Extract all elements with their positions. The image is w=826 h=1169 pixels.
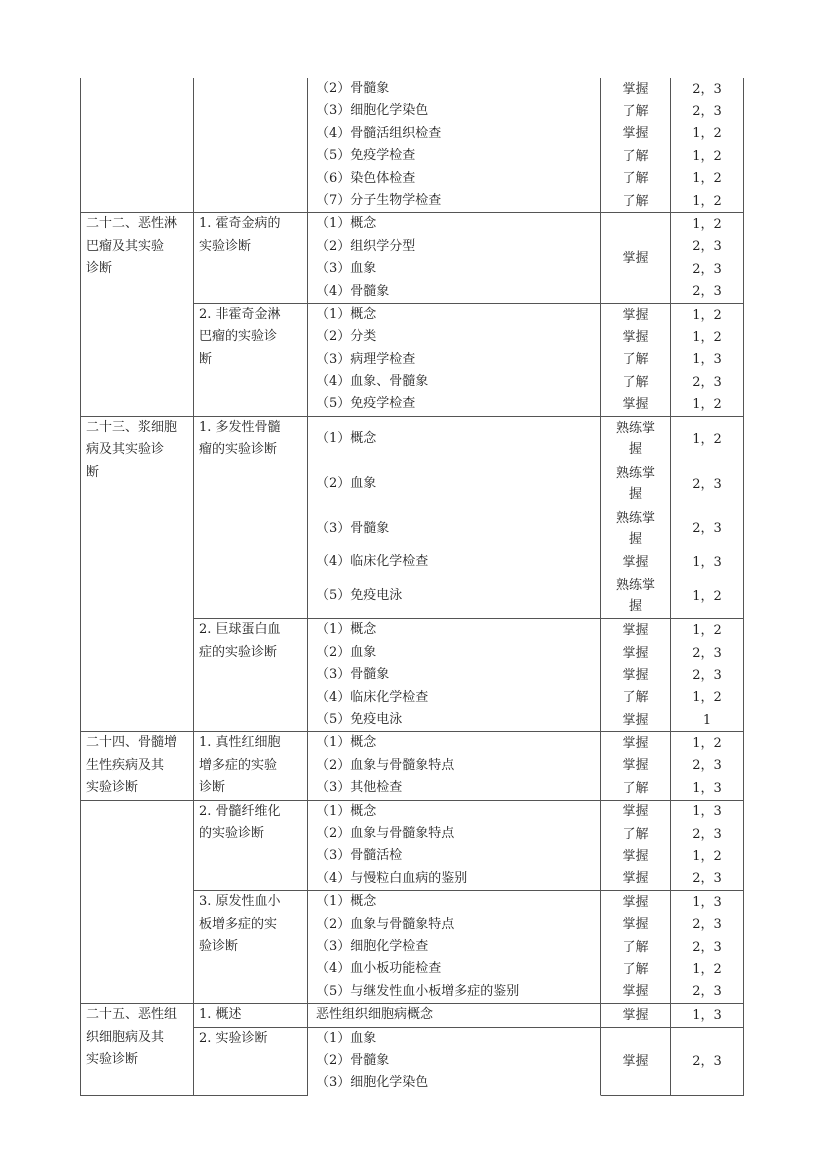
level-value: 掌握 bbox=[622, 917, 649, 933]
requirement-column bbox=[671, 732, 744, 800]
content-column bbox=[308, 619, 601, 732]
requirement-value: 2，3 bbox=[692, 917, 722, 933]
content-column bbox=[308, 732, 601, 800]
level-value: 掌握 bbox=[622, 307, 649, 323]
level-value: 掌握 bbox=[622, 984, 649, 1000]
content-item: （3）血象 bbox=[316, 261, 377, 277]
content-column bbox=[308, 304, 601, 417]
topic-list bbox=[194, 1004, 744, 1096]
content-item: （3）细胞化学染色 bbox=[316, 103, 429, 119]
level-value: 了解 bbox=[622, 826, 649, 842]
requirement-column bbox=[671, 417, 744, 620]
content-item: （3）细胞化学检查 bbox=[316, 938, 429, 954]
requirement-value: 1，2 bbox=[692, 849, 722, 865]
content-column bbox=[308, 1028, 601, 1096]
content-item: （2）骨髓象 bbox=[316, 81, 390, 96]
requirement-value: 2，3 bbox=[692, 239, 722, 255]
content-item: （6）染色体检查 bbox=[316, 170, 416, 186]
topic-list bbox=[194, 213, 744, 417]
level-value: 熟练掌握 bbox=[615, 578, 655, 615]
topic-list bbox=[194, 801, 744, 1005]
content-item: （5）免疫学检查 bbox=[316, 148, 416, 164]
content-item: （5）与继发性血小板增多症的鉴别 bbox=[316, 983, 520, 999]
content-item: （4）骨髓活组织检查 bbox=[316, 125, 442, 141]
content-item: （3）骨髓象 bbox=[316, 667, 390, 683]
level-value: 掌握 bbox=[622, 623, 649, 639]
content-item: （2）血象 bbox=[316, 475, 377, 491]
level-value: 掌握 bbox=[622, 871, 649, 887]
topic-title: 1. 霍奇金病的 实验诊断 bbox=[194, 213, 308, 304]
requirement-value: 1，2 bbox=[692, 431, 722, 447]
requirement-column bbox=[671, 304, 744, 417]
requirement-column bbox=[671, 1004, 744, 1027]
requirement-value: 1，2 bbox=[692, 588, 722, 604]
level-value: 了解 bbox=[622, 939, 649, 955]
topic-title: 2. 非霍奇金淋 巴瘤的实验诊 断 bbox=[194, 304, 308, 417]
chapter-row bbox=[81, 801, 744, 1005]
topic-title: 3. 原发性血小 板增多症的实 验诊断 bbox=[194, 891, 308, 1004]
level-value: 掌握 bbox=[622, 329, 649, 345]
topic-title bbox=[194, 78, 308, 213]
level-value: 熟练掌握 bbox=[615, 510, 655, 547]
content-item: （1）概念 bbox=[316, 735, 377, 751]
requirement-value: 2，3 bbox=[692, 826, 722, 842]
level-column bbox=[601, 417, 671, 620]
level-column bbox=[601, 619, 671, 732]
requirement-value: 1，2 bbox=[692, 217, 722, 233]
syllabus-table bbox=[80, 78, 744, 1096]
level-value: 掌握 bbox=[622, 250, 649, 266]
requirement-value: 2，3 bbox=[692, 261, 722, 277]
chapter-title: 二十二、恶性淋 巴瘤及其实验 诊断 bbox=[81, 213, 194, 417]
content-item: （1）概念 bbox=[316, 306, 377, 322]
requirement-value: 1 bbox=[702, 712, 712, 728]
content-column bbox=[308, 801, 601, 892]
topic-row bbox=[194, 732, 744, 800]
requirement-value: 2，3 bbox=[692, 1053, 722, 1069]
level-value: 掌握 bbox=[622, 667, 649, 683]
level-column bbox=[601, 213, 671, 304]
topic-row bbox=[194, 1004, 744, 1027]
requirement-value: 1，2 bbox=[692, 736, 722, 752]
chapter-title: 二十三、浆细胞 病及其实验诊 断 bbox=[81, 417, 194, 733]
level-value: 了解 bbox=[622, 962, 649, 978]
level-value: 了解 bbox=[622, 780, 649, 796]
content-item: （5）免疫电泳 bbox=[316, 587, 403, 603]
requirement-value: 1，2 bbox=[692, 126, 722, 142]
level-value: 掌握 bbox=[622, 645, 649, 661]
content-item: （4）血象、骨髓象 bbox=[316, 374, 429, 390]
content-item: （4）临床化学检查 bbox=[316, 554, 429, 570]
requirement-value: 2，3 bbox=[692, 645, 722, 661]
topic-title: 1. 概述 bbox=[194, 1004, 308, 1027]
requirement-column bbox=[671, 801, 744, 892]
content-item: （5）免疫电泳 bbox=[316, 712, 403, 727]
level-value: 了解 bbox=[622, 193, 649, 209]
content-item: （2）组织学分型 bbox=[316, 238, 416, 254]
level-column bbox=[601, 1004, 671, 1027]
level-value: 了解 bbox=[622, 690, 649, 706]
chapter-title: 二十四、骨髓增 生性疾病及其 实验诊断 bbox=[81, 732, 194, 800]
topic-row bbox=[194, 801, 744, 892]
topic-row bbox=[194, 891, 744, 1004]
requirement-value: 2，3 bbox=[692, 871, 722, 887]
content-item: （1）概念 bbox=[316, 894, 377, 910]
level-value: 了解 bbox=[622, 171, 649, 187]
content-column bbox=[308, 417, 601, 620]
topic-list bbox=[194, 78, 744, 213]
content-column bbox=[308, 1004, 601, 1027]
requirement-value: 1，3 bbox=[692, 780, 722, 796]
requirement-column bbox=[671, 78, 744, 213]
content-item: （2）血象 bbox=[316, 644, 377, 660]
chapter-row bbox=[81, 732, 744, 800]
content-item: （2）分类 bbox=[316, 329, 377, 345]
requirement-value: 2，3 bbox=[692, 284, 722, 300]
content-item: （2）血象与骨髓象特点 bbox=[316, 826, 455, 841]
chapter-title bbox=[81, 78, 194, 213]
requirement-value: 1，2 bbox=[692, 397, 722, 413]
topic-title: 2. 实验诊断 bbox=[194, 1028, 308, 1096]
level-value: 掌握 bbox=[622, 126, 649, 142]
requirement-value: 1，2 bbox=[692, 962, 722, 978]
content-column bbox=[308, 891, 601, 1004]
topic-row bbox=[194, 619, 744, 732]
chapter-row bbox=[81, 417, 744, 733]
content-item: （1）概念 bbox=[316, 622, 377, 638]
level-value: 掌握 bbox=[622, 736, 649, 752]
level-value: 掌握 bbox=[622, 849, 649, 865]
chapter-row bbox=[81, 213, 744, 417]
content-item: 恶性组织细胞病概念 bbox=[316, 1007, 434, 1023]
content-item: （3）骨髓活检 bbox=[316, 848, 403, 864]
requirement-value: 2，3 bbox=[692, 758, 722, 774]
content-item: （4）骨髓象 bbox=[316, 283, 390, 299]
content-column bbox=[308, 213, 601, 304]
requirement-value: 2，3 bbox=[692, 939, 722, 955]
requirement-value: 1，2 bbox=[692, 329, 722, 345]
content-item: （1）概念 bbox=[316, 216, 377, 232]
requirement-column bbox=[671, 1028, 744, 1096]
chapter-title: 二十五、恶性组 织细胞病及其 实验诊断 bbox=[81, 1004, 194, 1096]
content-item: （1）血象 bbox=[316, 1030, 377, 1046]
requirement-value: 1，2 bbox=[692, 307, 722, 323]
topic-title: 2. 巨球蛋白血 症的实验诊断 bbox=[194, 619, 308, 732]
requirement-value: 1，2 bbox=[692, 623, 722, 639]
requirement-value: 1，2 bbox=[692, 690, 722, 706]
level-value: 掌握 bbox=[622, 804, 649, 820]
requirement-value: 1，3 bbox=[692, 894, 722, 910]
level-column bbox=[601, 304, 671, 417]
topic-list bbox=[194, 732, 744, 800]
topic-title: 1. 多发性骨髓 瘤的实验诊断 bbox=[194, 417, 308, 620]
level-value: 掌握 bbox=[622, 712, 649, 728]
level-value: 了解 bbox=[622, 374, 649, 390]
requirement-value: 2，3 bbox=[692, 374, 722, 390]
content-item: （1）概念 bbox=[316, 803, 377, 819]
content-item: （2）血象与骨髓象特点 bbox=[316, 757, 455, 773]
requirement-value: 1，2 bbox=[692, 148, 722, 164]
topic-list bbox=[194, 417, 744, 733]
requirement-column bbox=[671, 891, 744, 1004]
content-item: （3）病理学检查 bbox=[316, 351, 416, 367]
requirement-value: 2，3 bbox=[692, 667, 722, 683]
level-value: 掌握 bbox=[622, 1007, 649, 1023]
level-value: 掌握 bbox=[622, 397, 649, 413]
requirement-value: 1，3 bbox=[692, 352, 722, 368]
content-column bbox=[308, 78, 601, 213]
content-item: （3）骨髓象 bbox=[316, 520, 390, 536]
content-item: （3）其他检查 bbox=[316, 780, 403, 796]
topic-title: 1. 真性红细胞 增多症的实验 诊断 bbox=[194, 732, 308, 800]
level-value: 了解 bbox=[622, 148, 649, 164]
requirement-value: 2，3 bbox=[692, 521, 722, 537]
level-value: 掌握 bbox=[622, 1053, 649, 1069]
requirement-value: 2，3 bbox=[692, 104, 722, 120]
content-item: （3）细胞化学染色 bbox=[316, 1075, 429, 1091]
requirement-value: 1，2 bbox=[692, 193, 722, 209]
chapter-row bbox=[81, 1004, 744, 1096]
content-item: （7）分子生物学检查 bbox=[316, 192, 442, 208]
content-item: （2）骨髓象 bbox=[316, 1052, 390, 1068]
level-column bbox=[601, 891, 671, 1004]
topic-row bbox=[194, 213, 744, 304]
content-item: （1）概念 bbox=[316, 431, 377, 447]
level-value: 掌握 bbox=[622, 554, 649, 570]
content-item: （4）临床化学检查 bbox=[316, 689, 429, 705]
requirement-value: 1，3 bbox=[692, 554, 722, 570]
topic-title: 2. 骨髓纤维化 的实验诊断 bbox=[194, 801, 308, 892]
content-item: （4）血小板功能检查 bbox=[316, 961, 442, 977]
level-value: 掌握 bbox=[622, 758, 649, 774]
level-column bbox=[601, 732, 671, 800]
requirement-value: 2，3 bbox=[692, 81, 722, 97]
level-value: 了解 bbox=[622, 104, 649, 120]
topic-row bbox=[194, 304, 744, 417]
level-value: 熟练掌握 bbox=[615, 466, 655, 503]
requirement-column bbox=[671, 213, 744, 304]
topic-row bbox=[194, 1028, 744, 1096]
requirement-value: 2，3 bbox=[692, 984, 722, 1000]
content-item: （2）血象与骨髓象特点 bbox=[316, 916, 455, 932]
level-column bbox=[601, 1028, 671, 1096]
level-value: 掌握 bbox=[622, 894, 649, 910]
requirement-value: 1，2 bbox=[692, 171, 722, 187]
chapter-title bbox=[81, 801, 194, 1005]
requirement-value: 1，3 bbox=[692, 1007, 722, 1023]
level-value: 了解 bbox=[622, 352, 649, 368]
level-value: 熟练掌握 bbox=[615, 421, 655, 458]
level-value: 掌握 bbox=[622, 81, 649, 97]
requirement-column bbox=[671, 619, 744, 732]
topic-row bbox=[194, 78, 744, 213]
topic-row bbox=[194, 417, 744, 620]
content-item: （4）与慢粒白血病的鉴别 bbox=[316, 870, 468, 886]
content-item: （5）免疫学检查 bbox=[316, 396, 416, 412]
chapter-row bbox=[81, 78, 744, 213]
requirement-value: 2，3 bbox=[692, 476, 722, 492]
requirement-value: 1，3 bbox=[692, 804, 722, 820]
level-column bbox=[601, 78, 671, 213]
level-column bbox=[601, 801, 671, 892]
